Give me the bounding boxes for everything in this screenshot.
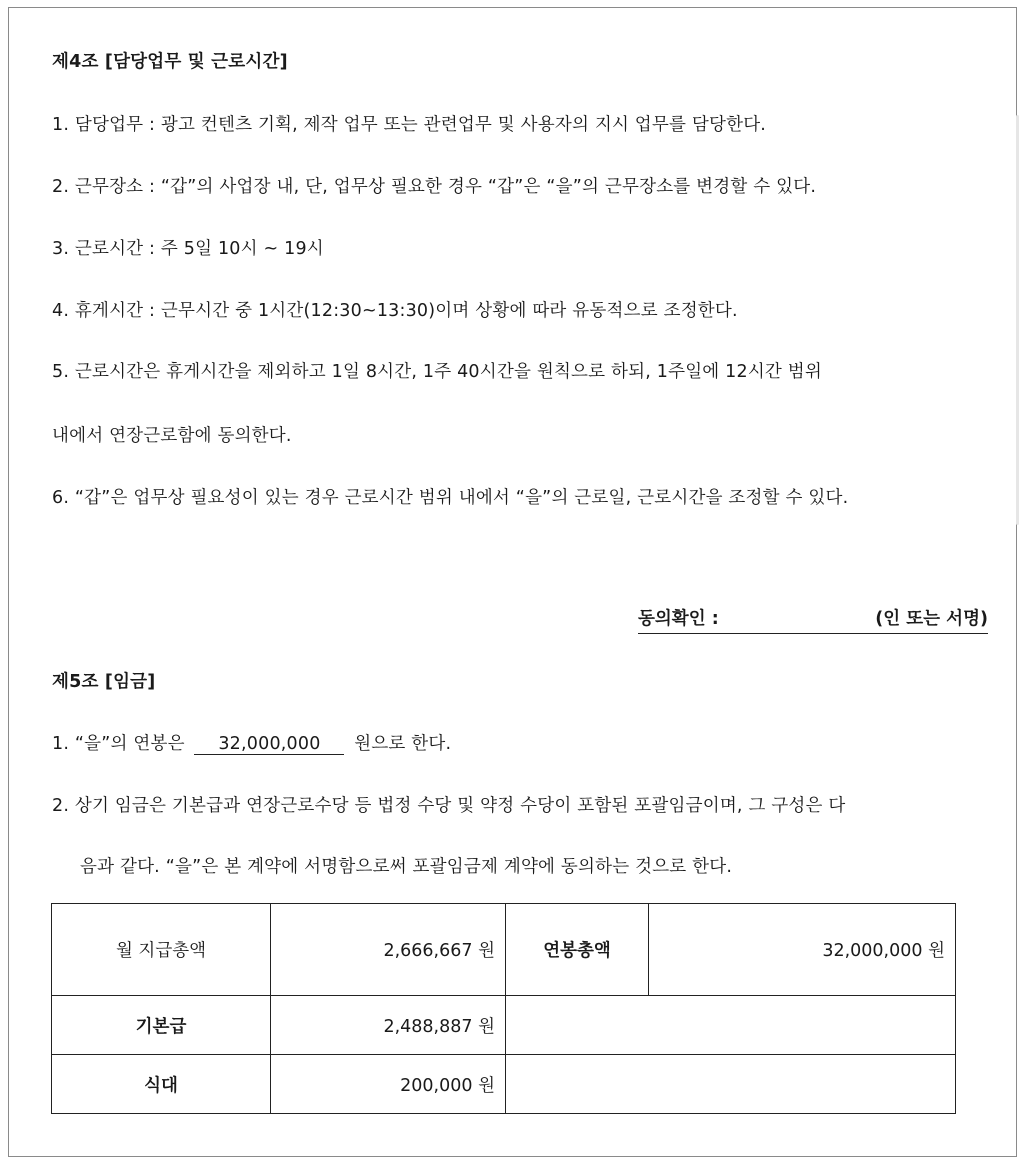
meal-allowance-value: 200,000 원 bbox=[271, 1055, 506, 1114]
article4-item-4: 4. 휴게시간 : 근무시간 중 1시간(12:30~13:30)이며 상황에 따라 유동적으로 조정한다. bbox=[52, 301, 738, 321]
article5-title: 제5조 [임금] bbox=[52, 672, 156, 692]
table-row bbox=[52, 1055, 956, 1114]
scrollbar[interactable] bbox=[1016, 115, 1019, 525]
article5-item-2: 2. 상기 임금은 기본급과 연장근로수당 등 법정 수당 및 약정 수당이 포함된 포괄임금이며, 그 구성은 다 bbox=[52, 796, 846, 816]
article4-title: 제4조 [담당업무 및 근로시간] bbox=[52, 52, 288, 72]
pay-table bbox=[51, 903, 956, 1114]
table-row bbox=[52, 904, 956, 996]
consent-sign-hint: (인 또는 서명) bbox=[875, 609, 988, 629]
article5-item-2-cont: 음과 같다. “을”은 본 계약에 서명함으로써 포괄임금제 계약에 동의하는 것으로 한다. bbox=[80, 857, 733, 877]
monthly-total-label: 월 지급총액 bbox=[52, 904, 271, 996]
empty-cell bbox=[506, 1055, 956, 1114]
consent-label: 동의확인 : bbox=[638, 609, 719, 629]
monthly-total-value: 2,666,667 원 bbox=[271, 904, 506, 996]
annual-total-value: 32,000,000 원 bbox=[649, 904, 956, 996]
article4-item-5-cont: 내에서 연장근로함에 동의한다. bbox=[52, 426, 292, 446]
meal-allowance-label: 식대 bbox=[52, 1055, 271, 1114]
salary-prefix: 1. “을”의 연봉은 bbox=[52, 734, 185, 754]
article4-item-3: 3. 근로시간 : 주 5일 10시 ~ 19시 bbox=[52, 239, 324, 259]
salary-suffix: 원으로 한다. bbox=[354, 734, 452, 754]
base-pay-value: 2,488,887 원 bbox=[271, 996, 506, 1055]
article5-item-1 bbox=[52, 730, 451, 755]
article4-item-1: 1. 담당업무 : 광고 컨텐츠 기획, 제작 업무 또는 관련업무 및 사용자의 지시 업무를 담당한다. bbox=[52, 115, 767, 135]
annual-total-label: 연봉총액 bbox=[506, 904, 649, 996]
empty-cell bbox=[506, 996, 956, 1055]
table-row bbox=[52, 996, 956, 1055]
annual-salary-value: 32,000,000 bbox=[194, 734, 344, 755]
article4-item-5: 5. 근로시간은 휴게시간을 제외하고 1일 8시간, 1주 40시간을 원칙으로 하되, 1주일에 12시간 범위 bbox=[52, 362, 823, 382]
base-pay-label: 기본급 bbox=[52, 996, 271, 1055]
article4-item-2: 2. 근무장소 : “갑”의 사업장 내, 단, 업무상 필요한 경우 “갑”은 “을”의 근무장소를 변경할 수 있다. bbox=[52, 177, 817, 197]
article4-item-6: 6. “갑”은 업무상 필요성이 있는 경우 근로시간 범위 내에서 “을”의 근로일, 근로시간을 조정할 수 있다. bbox=[52, 488, 849, 508]
consent-signature-line[interactable] bbox=[638, 605, 988, 634]
